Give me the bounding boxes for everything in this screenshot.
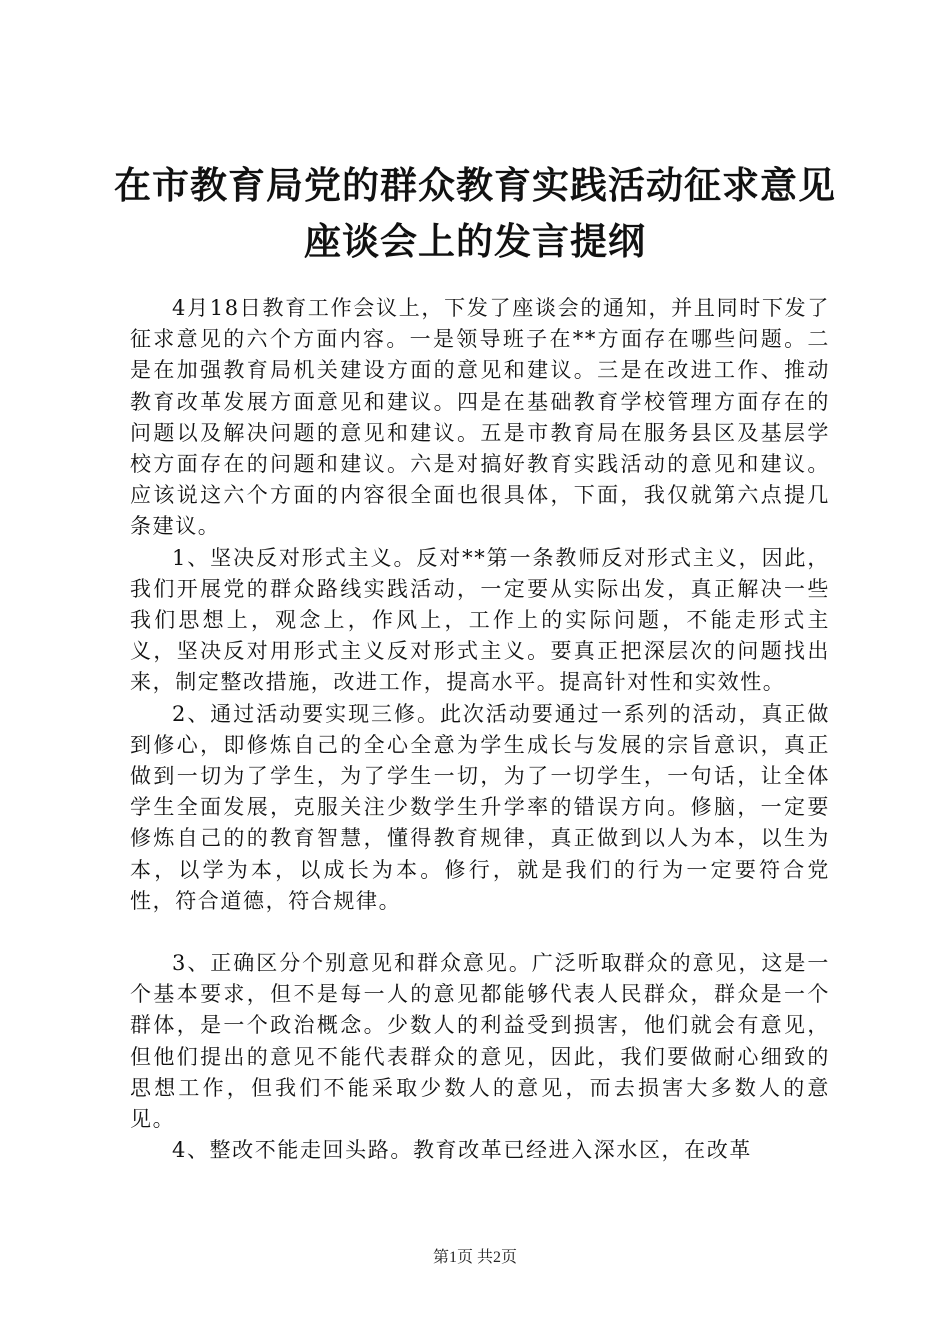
body-paragraph-point-2: 2、通过活动要实现三修。此次活动要通过一系列的活动，真正做到修心，即修炼自己的全心全意为学生成长与发展的宗旨意识，真正做到一切为了学生，为了学生一切，为了一切学生，一句话，让全体学生全面发展，克服关注少数学生升学率的错误方向。修脑，一定要修炼自己的的教育智慧，懂得教育规律，真正做到以人为本，以生为本，以学为本，以成长为本。修行，就是我们的行为一定要符合党性，符合道德，符合规律。 [130, 701, 830, 913]
body-paragraph-point-4: 4、整改不能走回头路。教育改革已经进入深水区，在改革 [172, 1138, 752, 1163]
paragraph-spacer [130, 917, 830, 948]
document-body [130, 293, 830, 1166]
document-title: 在市教育局党的群众教育实践活动征求意见座谈会上的发言提纲 [114, 164, 836, 263]
body-paragraph-intro: 4月18日教育工作会议上，下发了座谈会的通知，并且同时下发了征求意见的六个方面内容。一是领导班子在**方面存在哪些问题。二是在加强教育局机关建设方面的意见和建议。三是在改进工作、推动教育改革发展方面意见和建议。四是在基础教育学校管理方面存在的问题以及解决问题的意见和建议。五是市教育局在服务县区及基层学校方面存在的问题和建议。六是对搞好教育实践活动的意见和建议。应该说这六个方面的内容很全面也很具体，下面，我仅就第六点提几条建议。 [130, 296, 830, 539]
page-footer [0, 1244, 950, 1267]
page-indicator: 第1页 共2页 [432, 1249, 517, 1266]
body-paragraph-point-3: 3、正确区分个别意见和群众意见。广泛听取群众的意见，这是一个基本要求，但不是每一人的意见都能够代表人民群众，群众是一个群体，是一个政治概念。少数人的利益受到损害，他们就会有意见，但他们提出的意见不能代表群众的意见，因此，我们要做耐心细致的思想工作，但我们不能采取少数人的意见，而去损害大多数人的意见。 [130, 951, 830, 1132]
body-paragraph-point-1: 1、坚决反对形式主义。反对**第一条教师反对形式主义，因此，我们开展党的群众路线实践活动，一定要从实际出发，真正解决一些我们思想上，观念上，作风上，工作上的实际问题，不能走形式主义，坚决反对用形式主义反对形式主义。要真正把深层次的问题找出来，制定整改措施，改进工作，提高水平。提高针对性和实效性。 [130, 545, 830, 695]
